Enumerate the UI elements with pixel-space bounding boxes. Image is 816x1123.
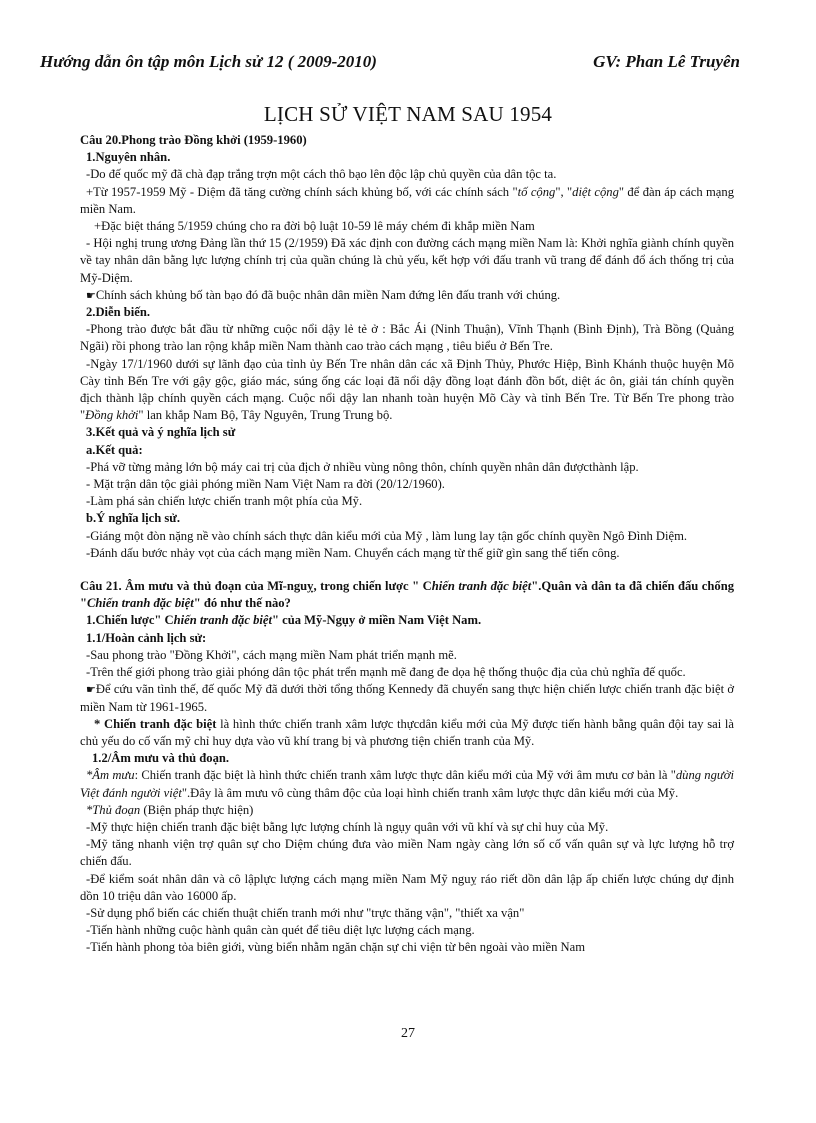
text: ".Quân và dân ta đã chiến đấu chống " [80,579,735,611]
paragraph [80,767,734,801]
paragraph: - Mặt trận dân tộc giải phóng miền Nam Việt Nam ra đời (20/12/1960). [86,477,445,492]
text: " lan khắp Nam Bộ, Tây Nguyên, Trung Trung bộ. [138,408,393,423]
paragraph [80,184,734,218]
text-italic: diệt cộng [572,184,619,199]
page-number: 27 [401,1026,415,1041]
section-cause-heading: 1.Nguyên nhân. [86,150,171,165]
text: : Chiến tranh đặc biệt là hình thức chiến tranh xâm lược thực dân kiểu mới của Mỹ với âm mưu cơ bản là " [134,768,676,783]
text-bold-italic: hiến tranh đặc biệt [431,579,532,594]
text: Chính sách khủng bố tàn bạo đó đã buộc nhân dân miền Nam đứng lên đấu tranh với chúng. [95,287,561,302]
paragraph: -Đánh dấu bước nhảy vọt của cách mạng miền Nam. Chuyển cách mạng từ thế giữ gìn sang thế tiến công. [86,545,620,560]
paragraph: - Hội nghị trung ương Đảng lần thứ 15 (2/1959) Đã xác định con đường cách mạng miền Nam là: Khởi nghĩa giành chính quyền về tay nhân dân bằng lực lượng chính trị của quần chúng là chủ yếu, kết hợp với đấu tranh vũ trang để đánh đổ ách thống trị của Mỹ-Diệm. [80,236,734,285]
text-italic: *Thủ đoạn [86,802,141,817]
paragraph: -Do đế quốc mỹ đã chà đạp trắng trợn một cách thô bạo lên độc lập chủ quyền của dân tộc ta. [86,167,557,182]
header-teacher: GV: Phan Lê Truyên [593,52,740,71]
paragraph: -Phá vỡ từng mảng lớn bộ máy cai trị của địch ở nhiều vùng nông thôn, chính quyền nhân dân đượcthành lập. [86,459,639,474]
text: ".Đây là âm mưu vô cùng thâm độc của loại hình chiến tranh xâm lược thực dân kiểu mới của Mỹ. [181,785,679,800]
pointing-hand-icon: ☛ [86,683,96,697]
page-header [40,52,740,76]
subsection-plot-heading: 1.2/Âm mưu và thủ đoạn. [92,751,230,766]
paragraph: -Giáng một đòn nặng nề vào chính sách thực dân kiểu mới của Mỹ , làm lung lay tận gốc chính quyền Ngô Đình Diệm. [86,528,688,543]
text: -Ngày 17/1/1960 dưới sự lãnh đạo của tỉnh ủy Bến Tre nhân dân các xã Định Thủy, Phước Hiệp, Bình Khánh thuộc huyện Mõ Cày tỉnh Bến Tre với gậy gộc, giáo mác, súng ống các loại đã nổi dậy đồng loạt đánh đồn bốt, diệt ác ôn, giải tán chính quyền địch thành lập chính quyền cách mạng. Cuộc nổi dậy lan nhanh toàn huyện Mõ Cày và tỉnh Bến Tre. Từ Bến Tre phong trào " [80,356,734,423]
paragraph: +Đặc biệt tháng 5/1959 chúng cho ra đời bộ luật 10-59 lê máy chém đi khắp miền Nam [94,219,535,234]
header-course-title: Hướng dẫn ôn tập môn Lịch sử 12 ( 2009-2010) [40,52,377,71]
paragraph: -Trên thế giới phong trào giải phóng dân tộc phát trển mạnh mẽ đang đe dọa hệ thống thuộc địa của chủ nghĩa đế quốc. [86,665,686,680]
paragraph: -Để kiểm soát nhân dân và cô lậplực lượng cách mạng miền Nam Mỹ nguỵ ráo riết dồn dân lập ấp chiến lược chúng dự định dồn 10 triệu dân vào 16000 ấp. [80,871,734,903]
subsection-meaning-heading: b.Ý nghĩa lịch sử. [86,511,180,526]
section-events-heading: 2.Diễn biến. [86,305,151,320]
question-21-heading [80,578,734,612]
text: Câu 21. Âm mưu và thủ đoạn của Mĩ-nguỵ, trong chiến lược " C [80,579,432,594]
pointing-hand-icon: ☛ [86,288,96,302]
text: Để cứu vãn tình thế, đế quốc Mỹ đã dưới thời tổng thống Kennedy đã chuyển sang thực hiện chiến lược chiến tranh đặc biệt ở miền Nam từ 1961-1965. [80,682,734,714]
text: " đó như thế nào? [193,596,291,611]
paragraph [80,287,734,304]
subsection-results-heading: a.Kết quả: [86,442,143,457]
text-bold-italic: Chiến tranh đặc biệt [87,596,194,611]
paragraph: -Mỹ tăng nhanh viện trợ quân sự cho Diệm chúng đưa vào miền Nam ngày càng lớn số cố vấn quân sự và lực lượng hỗ trợ chiến đấu. [80,837,734,869]
paragraph [80,681,734,715]
text-bold-italic: hiến tranh đặc biệt [173,613,272,628]
section-results-heading: 3.Kết quả và ý nghĩa lịch sử [86,425,236,440]
question-20-heading: Câu 20.Phong trào Đồng khởi (1959-1960) [80,133,307,147]
subsection-context-heading: 1.1/Hoàn cảnh lịch sử: [86,630,207,645]
page-title: LỊCH SỬ VIỆT NAM SAU 1954 [263,102,553,126]
text: " của Mỹ-Ngụy ở miền Nam Việt Nam. [271,613,482,628]
document-body [80,132,734,957]
text-italic: Đồng khởi [85,408,139,423]
text: ", " [555,184,573,199]
paragraph: -Phong trào được bắt đầu từ những cuộc nổi dậy lẻ tẻ ở : Bắc Ái (Ninh Thuận), Vĩnh Thạnh (Bình Định), Trà Bồng (Quảng Ngãi) rồi phong trào lan rộng khắp miền Nam thành cao trào cách mạng , tiêu biểu ở Bến Tre. [80,322,734,354]
text-italic: tố cộng [517,184,556,199]
paragraph [80,802,734,819]
text: +Từ 1957-1959 Mỹ - Diệm đã tăng cường chính sách khủng bố, với các chính sách " [86,184,518,199]
paragraph: -Tiến hành những cuộc hành quân càn quét để tiêu diệt lực lượng cách mạng. [86,923,475,938]
text-bold: * Chiến tranh đặc biệt [94,716,217,731]
text: là hình thức chiến tranh xâm lược thựcdân kiểu mới của Mỹ được tiến hành bằng quân đội tay sai là chủ yếu do cố vấn mỹ chỉ huy dựa vào vũ khí trang bị và phương tiện chiến tranh của Mỹ. [80,716,735,748]
paragraph: -Làm phá sản chiến lược chiến tranh một phía của Mỹ. [86,494,363,509]
section-strategy-heading [80,612,734,629]
text: (Biện pháp thực hiện) [140,802,254,817]
text-italic: dùng người Việt đánh người việt [80,768,734,800]
text-italic: *Âm mưu [86,768,135,783]
paragraph: -Tiến hành phong tỏa biên giới, vùng biển nhằm ngăn chặn sự chi viện từ bên ngoài vào miền Nam [86,940,586,955]
paragraph: -Mỹ thực hiện chiến tranh đặc biệt bằng lực lượng chính là ngụy quân với vũ khí và sự chỉ huy của Mỹ. [86,819,609,834]
section-gap [80,562,734,578]
paragraph [80,716,734,750]
paragraph [80,356,734,425]
paragraph: -Sau phong trào "Đồng Khởi", cách mạng miền Nam phát triển mạnh mẽ. [86,647,457,662]
paragraph: -Sử dụng phổ biến các chiến thuật chiến tranh mới như "trực thăng vận", "thiết xa vận" [86,905,525,920]
text: 1.Chiến lược" C [86,613,174,628]
text: " để đàn áp cách mạng miền Nam. [80,184,734,216]
